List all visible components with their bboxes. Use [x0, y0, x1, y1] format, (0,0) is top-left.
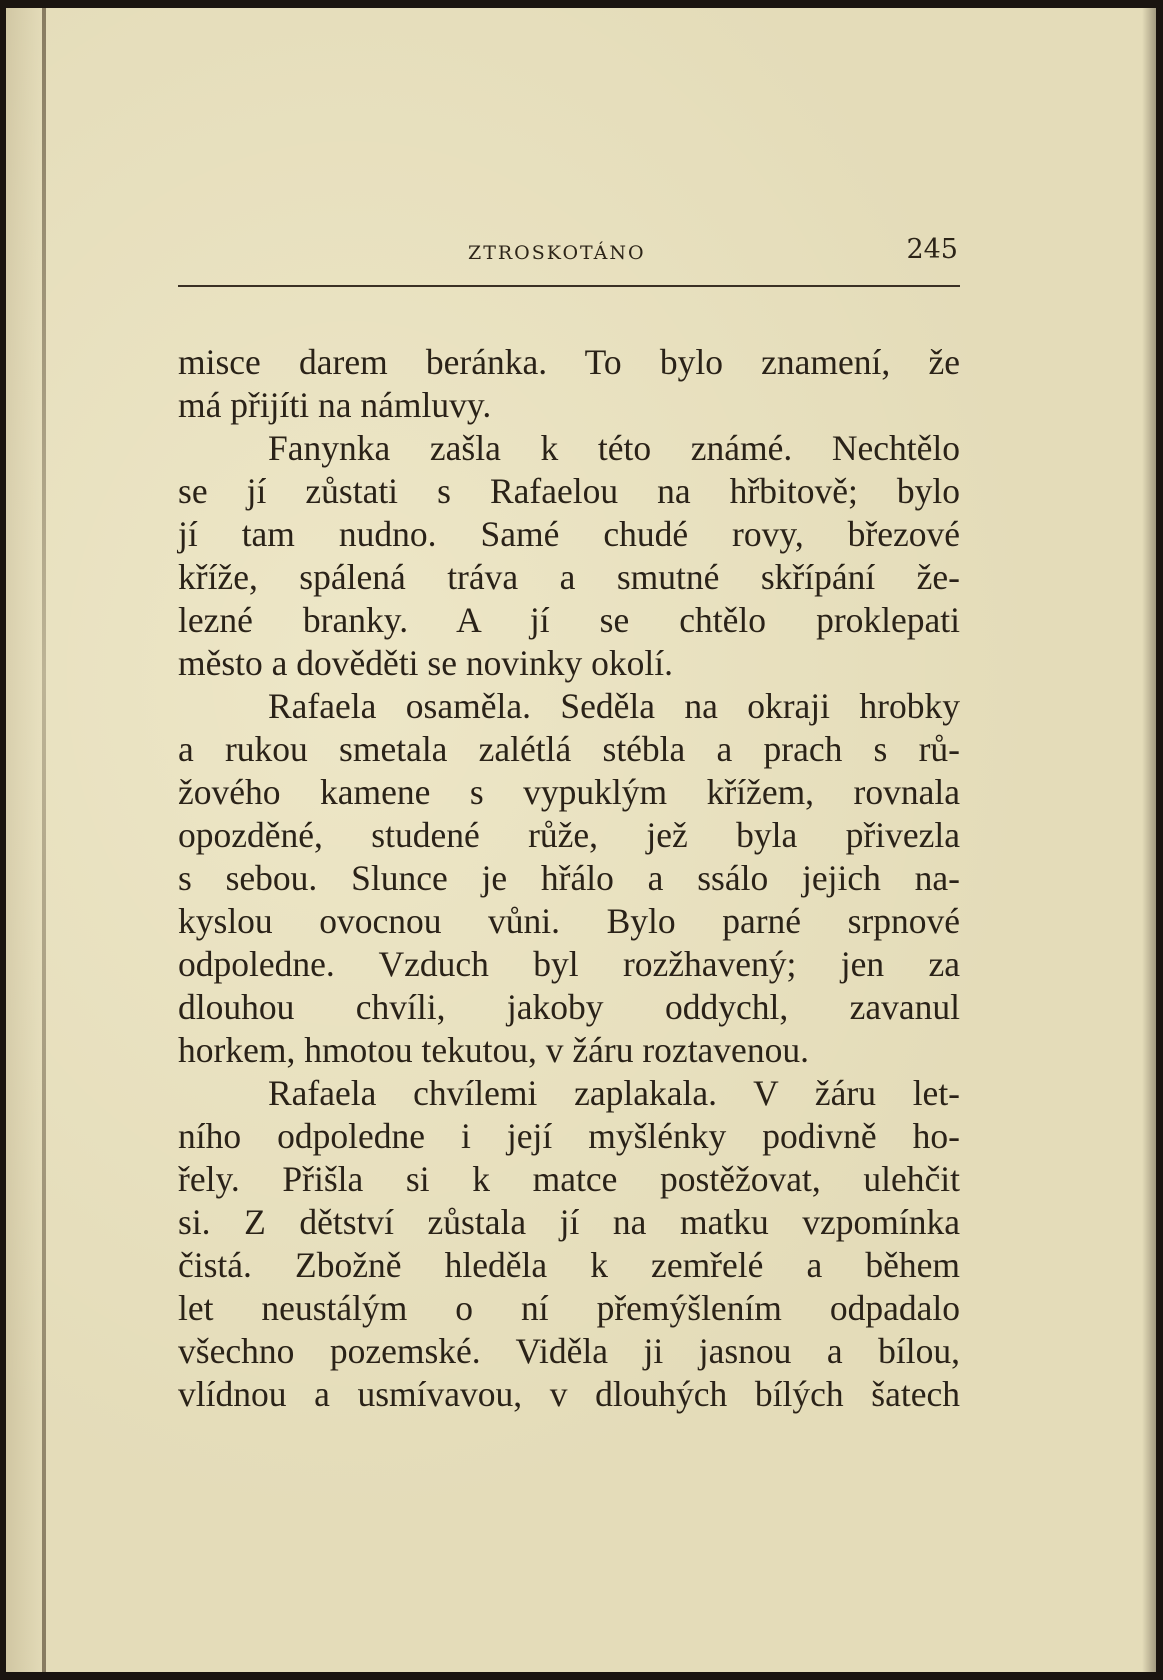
text-line: řely. Přišla si k matce postěžovat, ulehčit	[178, 1159, 960, 1199]
page-edge-shadow	[1142, 8, 1156, 1672]
text-line: všechno pozemské. Viděla ji jasnou a bílou,	[178, 1331, 960, 1371]
text-line: s sebou. Slunce je hřálo a ssálo jejich na-	[178, 858, 960, 898]
page-number: 245	[906, 234, 958, 265]
text-line: let neustálým o ní přemýšlením odpadalo	[178, 1288, 960, 1328]
text-line: kříže, spálená tráva a smutné skřípání že-	[178, 557, 960, 597]
text-line: opozděné, studené růže, jež byla přivezla	[178, 815, 960, 855]
text-line: vlídnou a usmívavou, v dlouhých bílých šatech	[178, 1374, 960, 1414]
text-line: se jí zůstati s Rafaelou na hřbitově; bylo	[178, 471, 960, 511]
text-line: Rafaela osaměla. Seděla na okraji hrobky	[268, 686, 960, 726]
text-line: lezné branky. A jí se chtělo proklepati	[178, 600, 960, 640]
binding-gutter	[42, 8, 46, 1672]
page-header	[178, 234, 958, 274]
text-line: a rukou smetala zalétlá stébla a prach s rů-	[178, 729, 960, 769]
text-line: si. Z dětství zůstala jí na matku vzpomínka	[178, 1202, 960, 1242]
text-line: dlouhou chvíli, jakoby oddychl, zavanul	[178, 987, 960, 1027]
running-title: ZTROSKOTÁNO	[468, 242, 646, 264]
text-line: jí tam nudno. Samé chudé rovy, březové	[178, 514, 960, 554]
text-line: kyslou ovocnou vůni. Bylo parné srpnové	[178, 901, 960, 941]
text-line: Rafaela chvílemi zaplakala. V žáru let-	[268, 1073, 960, 1113]
text-line: má přijíti na námluvy.	[178, 385, 492, 425]
text-line: Fanynka zašla k této známé. Nechtělo	[268, 428, 960, 468]
text-line: ního odpoledne i její myšlénky podivně ho-	[178, 1116, 960, 1156]
body-text	[178, 341, 960, 1416]
text-line: čistá. Zbožně hleděla k zemřelé a během	[178, 1245, 960, 1285]
text-line: žového kamene s vypuklým křížem, rovnala	[178, 772, 960, 812]
text-line: odpoledne. Vzduch byl rozžhavený; jen za	[178, 944, 960, 984]
book-page	[6, 8, 1156, 1672]
text-line: město a dověděti se novinky okolí.	[178, 643, 673, 683]
text-line: misce darem beránka. To bylo znamení, že	[178, 342, 960, 382]
header-rule	[178, 285, 960, 287]
text-line: horkem, hmotou tekutou, v žáru roztavenou.	[178, 1030, 809, 1070]
